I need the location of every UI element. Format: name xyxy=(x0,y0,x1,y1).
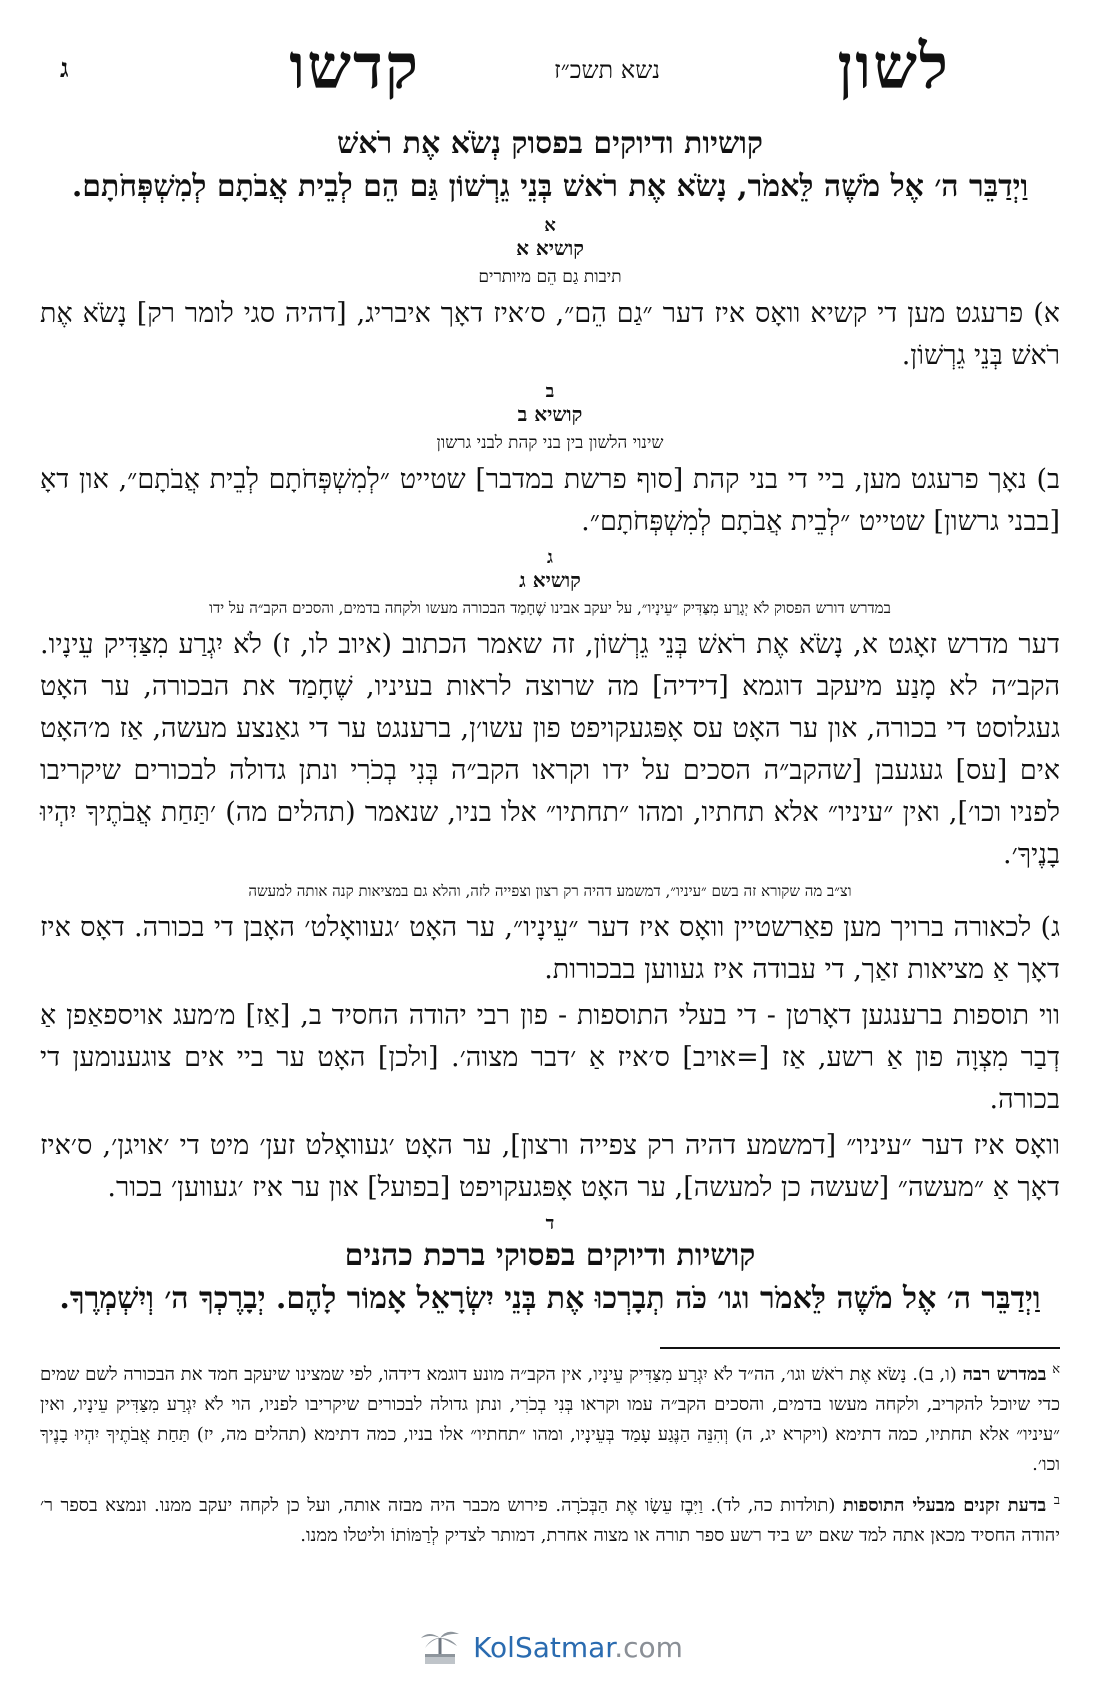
verse-heading: וַיְדַבֵּר ה׳ אֶל מֹשֶׁה לֵּאמֹר וגו׳ כֹּה תְבָרְכוּ אֶת בְּנֵי יִשְׂרָאֵל אָמוֹר לָהֶם. יְבָרֶכְךָ ה׳ וְיִשְׁמְרֶךָ. xyxy=(59,1281,1041,1316)
kushya-subtitle: במדרש דורש הפסוק לֹא יְגָרַע מִצַּדִּיק ״עֵינָיו״, על יעקב אבינו שֶׁחָמַד הבכורה מעשו ולקחה בדמים, והסכים הקב״ה על ידו xyxy=(209,599,891,617)
logo-tld: .com xyxy=(614,1630,683,1664)
document-page xyxy=(40,24,1060,1684)
logo-name: KolSatmar xyxy=(473,1630,615,1664)
note-line: וצ״ב מה שקורא זה בשם ״עיניו״, דמשמע דהיה רק רצון וצפייה לזה, והלא גם במציאות קנה אותה למעשה xyxy=(248,882,852,900)
kushya-heading: קושיא ג xyxy=(519,568,581,592)
section-letter: ג xyxy=(547,547,553,568)
footnote-text: (תולדות כה, לד). וַיִּבֶז עֵשָׂו אֶת הַבְּכֹרָה. פירוש מכבר היה מבזה אותה, ועל כן לקחה יעקב ממנו. ונמצא בספר ר׳ יהודה החסיד מכאן אתה למד שאם יש ביד רשע ספר תורה או מצוה אחרת, דמותר לצדיק לְרַמּוֹתוֹ וליטלו ממנו. xyxy=(40,1495,1060,1546)
palm-book-icon xyxy=(417,1624,463,1670)
section-letter: ד xyxy=(545,1213,555,1234)
footnote-mark: ב xyxy=(1053,1493,1060,1508)
footnote xyxy=(40,1486,1060,1551)
footnote-mark: א xyxy=(1052,1362,1060,1377)
footnote-separator xyxy=(660,1347,1060,1349)
body-paragraph: ווי תוספות ברענגען דאָרטן - די בעלי התוספות - פון רבי יהודה החסיד ב, [אַז] מ׳מעג אויספאַפן אַ דְבַר מִצְוָה פון אַ רשע, אַז [=אויב] ס׳איז אַ ׳דבר מצוה׳. [ולכן] האָט ער ביי אים צוגענומען די בכורה. xyxy=(40,1000,1060,1115)
header-parsha: נשא תשכ״ז xyxy=(554,56,660,84)
header-kodsho: קדשו xyxy=(289,30,420,103)
footnote-lead: במדרש רבה xyxy=(962,1364,1047,1385)
kushya-subtitle: שינוי הלשון בין בני קהת לבני גרשון xyxy=(436,433,664,453)
verse-heading: וַיְדַבֵּר ה׳ אֶל מֹשֶׁה לֵּאמֹר, נָשֹׂא אֶת רֹאשׁ בְּנֵי גֵרְשׁוֹן גַּם הֵם לְבֵית אֲבֹתָם לְמִשְׁפְּחֹתָם. xyxy=(71,169,1029,204)
page-header xyxy=(40,24,1060,104)
section-letter: א xyxy=(544,215,556,236)
section-title: קושיות ודיוקים בפסוקי ברכת כהנים xyxy=(344,1238,756,1273)
section-letter: ב xyxy=(545,381,555,402)
page-number: ג xyxy=(60,54,69,84)
footnote xyxy=(40,1355,1060,1480)
footnote-lead: בדעת זקנים מבעלי התוספות xyxy=(842,1495,1047,1516)
body-paragraph: א) פרעגט מען די קשיא וואָס איז דער ״גַם הֵם״, ס׳איז דאָך איבריג, [דהיה סגי לומר רק] נָשֹׂא אֶת רֹאשׁ בְּנֵי גֵרְשׁוֹן. xyxy=(40,298,1060,371)
logo-group xyxy=(417,1624,683,1670)
logo-text xyxy=(473,1631,683,1664)
body-paragraph: וואָס איז דער ״עיניו״ [דמשמע דהיה רק צפייה ורצון], ער האָט ׳געוואָלט זען׳ מיט די ׳אויגן׳, ס׳איז דאָך אַ ״מעשה״ [שעשה כן למעשה], ער האָט אָפּגעקויפט [בפועל] און ער איז ׳געווען׳ בכור. xyxy=(40,1130,1060,1203)
footnote-text: (ו, ב). נָשֹׂא אֶת רֹאשׁ וגו׳, הה״ד לֹא יִגְרַע מִצַּדִּיק עֵינָיו, אין הקב״ה מונע דוגמא דידהו, לפי שמצינו שיעקב חמד את הבכורה לשם שמים כדי שיוכל להקריב, ולקחה מעשו בדמים, והסכים הקב״ה עמו וקראו בְּנִי בְכֹרִי, ונתן גדולה לבכורים שיקריבו לפניו, הוי לֹא יִגְרַע מִצַּדִּיק עֵינָיו, ואין ״עיניו״ אלא תחתיו, כמה דתימא (ויקרא יג, ה) וְהִנֵּה הַנֶּגַע עָמַד בְּעֵינָיו, ומהו ״תחתיו״ אלו בניו, כמה דתימא (תהלים מה, יז) תַּחַת אֲבֹתֶיךָ יִהְיוּ בָנֶיךָ וכו׳. xyxy=(40,1364,1060,1475)
body-paragraph: ג) לכאורה ברויך מען פאַרשטיין וואָס איז דער ״עֵינָיו״, ער האָט ׳געוואָלט׳ האָבן די בכורה. דאָס איז דאָך אַ מציאות זאַך, די עבודה איז געווען בבכורות. xyxy=(40,912,1060,985)
body-paragraph: ב) נאָך פרעגט מען, ביי די בני קהת [סוף פרשת במדבר] שטייט ״לְמִשְׁפְּחֹתָם לְבֵית אֲבֹתָם״, און דאָ [בבני גרשון] שטייט ״לְבֵית אֲבֹתָם לְמִשְׁפְּחֹתָם״. xyxy=(40,464,1060,537)
kushya-heading: קושיא ב xyxy=(517,402,583,426)
section-title: קושיות ודיוקים בפסוק נְשֹׂא אֶת רֹאשׁ xyxy=(337,126,763,161)
body-paragraph: דער מדרש זאָגט א, נָשֹׂא אֶת רֹאשׁ בְּנֵי גֵרְשׁוֹן, זה שאמר הכתוב (איוב לו, ז) לֹא יִגְרַע מִצַּדִּיק עֵינָיו. הקב״ה לא מָנַע מיעקב דוגמא [דידיה] מה שרוצה לראות בעיניו, שֶׁחָמַד את הבכורה, ער האָט געגלוסט די בכורה, און ער האָט עס אָפּגעקויפט פון עשו׳ן, ברענגט ער די גאַנצע מעשה, אַז מ׳האָט אים [עס] געגעבן [שהקב״ה הסכים על ידו וקראו הקב״ה בְּנִי בְכֹרִי ונתן גדולה לבכורים שיקריבו לפניו וכו׳], ואין ״עיניו״ אלא תחתיו, ומהו ״תחתיו״ אלו בניו, שנאמר (תהלים מה) ׳תַּחַת אֲבֹתֶיךָ יִהְיוּ בָנֶיךָ׳. xyxy=(40,629,1060,870)
footnote-separator-area xyxy=(40,1327,1060,1355)
header-lashon: לשון xyxy=(837,30,950,103)
kushya-subtitle: תיבות גַם הֵם מיותרים xyxy=(478,267,622,287)
site-logo[interactable] xyxy=(40,1624,1060,1674)
kushya-heading: קושיא א xyxy=(516,236,584,260)
